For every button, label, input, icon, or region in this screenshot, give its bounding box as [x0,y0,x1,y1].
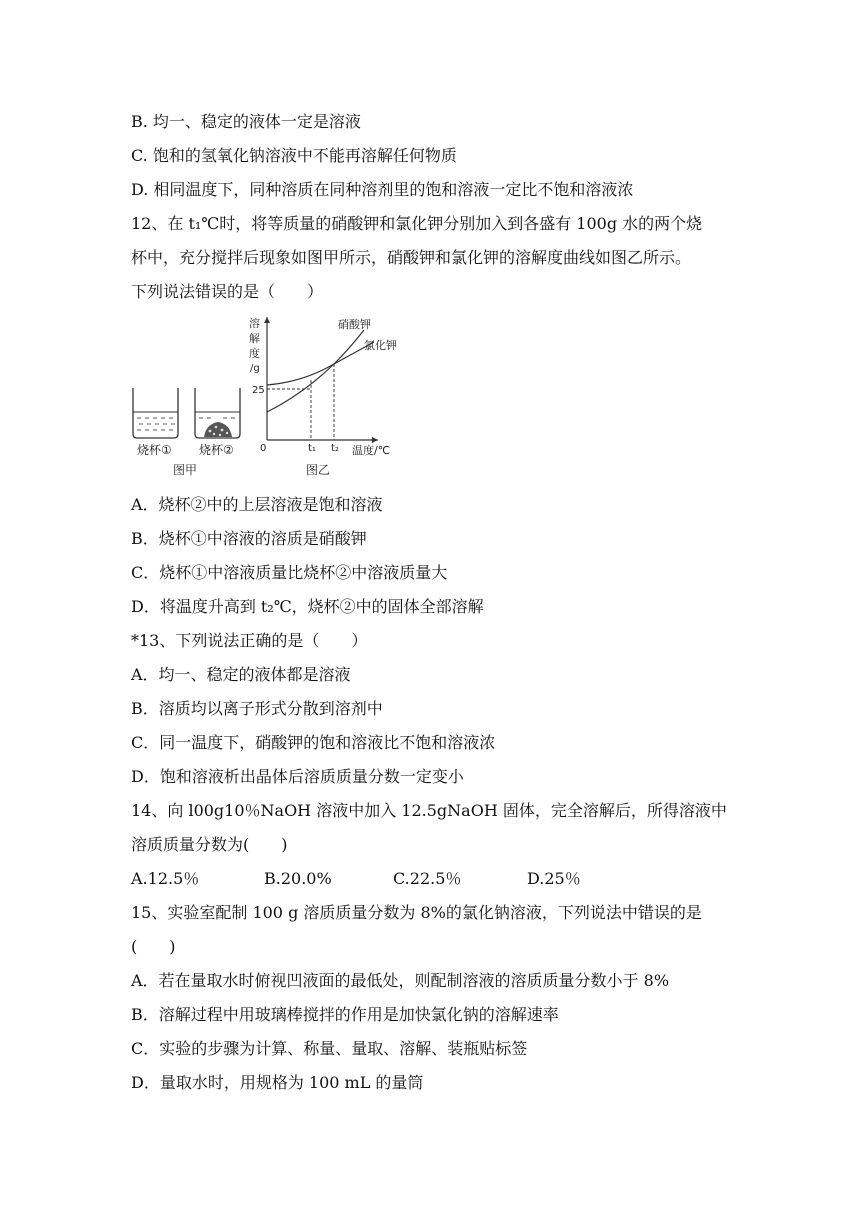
y-tick-label: 25 [252,385,265,396]
question-15-stem: ( ) [131,937,176,956]
question-14-stem: 溶质质量分数为( ) [131,835,288,854]
figure-svg [128,312,418,482]
option-text: A.12.5％ [131,869,200,888]
option-text: D．量取水时，用规格为 100 mL 的量筒 [131,1073,424,1092]
option-text: C. 饱和的氢氧化钠溶液中不能再溶解任何物质 [131,146,457,165]
question-13-stem: *13、下列说法正确的是（ ） [131,631,368,650]
option-text: B．溶质均以离子形式分散到溶剂中 [131,699,383,718]
option-text: B. 均一、稳定的液体一定是溶液 [131,112,361,131]
option-text: D．饱和溶液析出晶体后溶质质量分数一定变小 [131,767,464,786]
option-text: D．将温度升高到 t₂℃，烧杯②中的固体全部溶解 [131,597,484,616]
option-text: C．实验的步骤为计算、称量、量取、溶解、装瓶贴标签 [131,1039,528,1058]
solubility-figure [128,312,418,482]
option-text: A．均一、稳定的液体都是溶液 [131,665,351,684]
y-axis-label: /g [250,363,260,374]
y-axis-label: 解 [249,332,260,345]
x-axis-label: 温度/℃ [352,444,391,457]
option-text: B．溶解过程中用玻璃棒搅拌的作用是加快氯化钠的溶解速率 [131,1005,559,1024]
y-axis-label: 度 [249,347,260,360]
question-12-stem: 12、在 t₁℃时，将等质量的硝酸钾和氯化钾分别加入到各盛有 100g 水的两个烧 [131,214,703,233]
curve-label-kno3: 硝酸钾 [338,318,371,331]
option-text: C.22.5％ [393,869,462,888]
curve-label-kcl: 氯化钾 [364,339,397,352]
origin-label: 0 [260,443,267,454]
question-12-stem: 下列说法错误的是（ ） [131,282,324,301]
question-14-stem: 14、向 l00g10％NaOH 溶液中加入 12.5gNaOH 固体，完全溶解后，所得溶液中 [131,801,727,820]
beaker-1-label: 烧杯① [137,443,172,457]
figure-b-caption: 图乙 [306,463,331,477]
option-text: C．同一温度下，硝酸钾的饱和溶液比不饱和溶液浓 [131,733,496,752]
question-12-stem: 杯中，充分搅拌后现象如图甲所示，硝酸钾和氯化钾的溶解度曲线如图乙所示。 [131,248,692,267]
beaker-1 [133,388,178,438]
x-tick-t2: t₂ [331,443,339,454]
option-text: A．若在量取水时俯视凹液面的最低处，则配制溶液的溶质质量分数小于 8% [131,971,670,990]
figure-a-caption: 图甲 [173,463,198,477]
question-15-stem: 15、实验室配制 100 g 溶质质量分数为 8%的氯化钠溶液，下列说法中错误的是 [131,903,702,922]
solubility-chart [249,316,397,457]
kcl-curve [267,342,374,385]
beaker-2 [195,388,240,438]
option-text: B.20.0% [264,869,332,888]
y-axis-label: 溶 [249,317,260,330]
option-text: B．烧杯①中溶液的溶质是硝酸钾 [131,529,367,548]
beaker-2-label: 烧杯② [199,443,234,457]
option-text: D. 相同温度下，同种溶质在同种溶剂里的饱和溶液一定比不饱和溶液浓 [131,180,634,199]
option-text: D.25％ [527,869,581,888]
option-text: C．烧杯①中溶液质量比烧杯②中溶液质量大 [131,563,448,582]
x-tick-t1: t₁ [308,443,316,454]
option-text: A．烧杯②中的上层溶液是饱和溶液 [131,495,383,514]
kno3-curve [267,330,364,412]
